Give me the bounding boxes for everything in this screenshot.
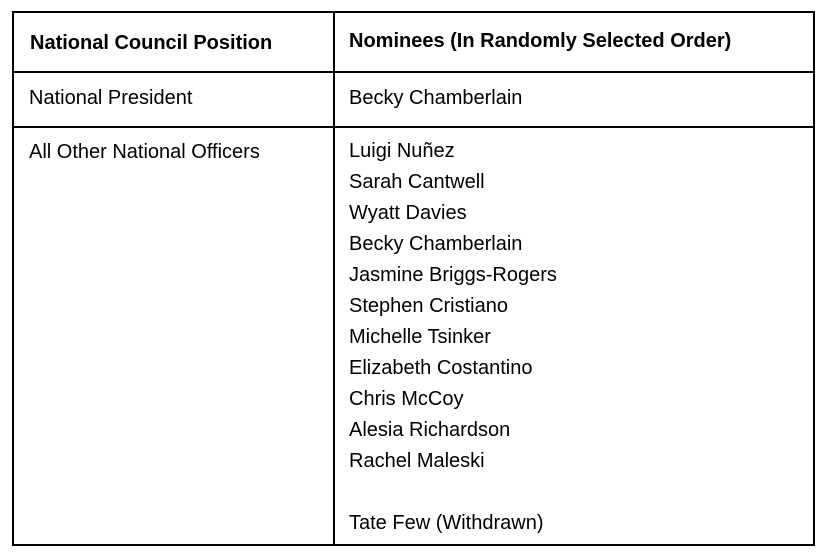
list-item: Wyatt Davies — [349, 202, 467, 224]
list-item: Chris McCoy — [349, 388, 464, 410]
list-item: Becky Chamberlain — [349, 233, 523, 255]
list-item: Luigi Nuñez — [349, 140, 455, 162]
list-item: Jasmine Briggs-Rogers — [349, 264, 557, 286]
list-item: Alesia Richardson — [349, 419, 511, 441]
header-nominees: Nominees (In Randomly Selected Order) — [349, 30, 732, 52]
nominee-national-president: Becky Chamberlain — [349, 87, 523, 109]
list-item: Rachel Maleski — [349, 450, 485, 472]
list-item: Elizabeth Costantino — [349, 357, 533, 379]
row-divider — [14, 126, 813, 128]
column-divider — [333, 13, 335, 544]
position-other-officers: All Other National Officers — [29, 141, 260, 163]
position-national-president: National President — [29, 87, 193, 109]
header-row-divider — [14, 71, 813, 73]
nominee-list — [349, 136, 557, 539]
nominees-table — [12, 11, 815, 546]
list-item: Stephen Cristiano — [349, 295, 508, 317]
list-item: Tate Few (Withdrawn) — [349, 512, 544, 534]
list-item: Michelle Tsinker — [349, 326, 491, 348]
header-position: National Council Position — [30, 32, 273, 54]
list-item: Sarah Cantwell — [349, 171, 485, 193]
